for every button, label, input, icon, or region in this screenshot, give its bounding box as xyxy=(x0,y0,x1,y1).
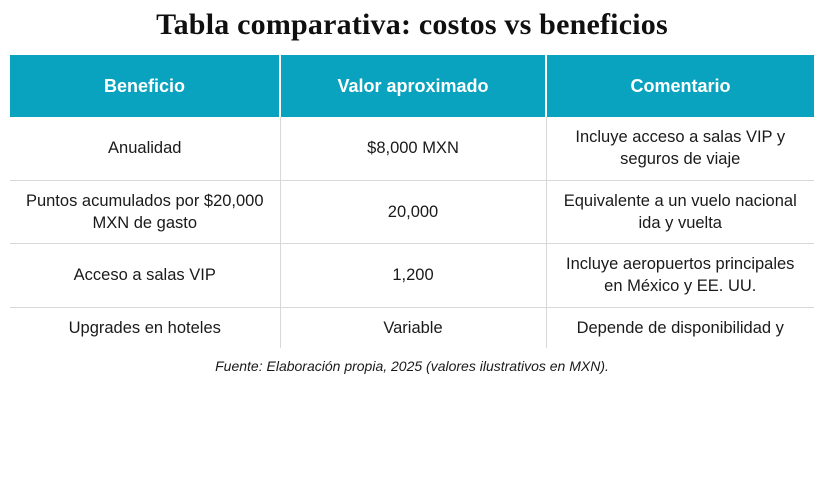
cell-benefit: Upgrades en hoteles xyxy=(68,318,221,337)
column-header-value: Valor aproximado xyxy=(280,55,546,117)
cell-value: Variable xyxy=(280,307,546,348)
table-body xyxy=(10,117,814,348)
comparison-table-container xyxy=(10,55,814,348)
page-title: Tabla comparativa: costos vs beneficios xyxy=(156,8,668,41)
cell-comment: Incluye acceso a salas VIP y seguros de viaje xyxy=(546,117,814,180)
cell-value: 20,000 xyxy=(280,180,546,244)
cell-comment: Equivalente a un vuelo nacional ida y vuelta xyxy=(546,180,814,244)
cell-benefit: Acceso a salas VIP xyxy=(10,244,280,308)
table-row xyxy=(10,307,814,348)
comparison-table xyxy=(10,55,814,348)
cell-benefit: Puntos acumulados por $20,000 MXN de gasto xyxy=(10,180,280,244)
cell-comment: Depende de disponibilidad y xyxy=(546,307,814,348)
table-row xyxy=(10,180,814,244)
column-header-benefit: Beneficio xyxy=(10,55,280,117)
source-note: Fuente: Elaboración propia, 2025 (valores ilustrativos en MXN). xyxy=(215,357,609,374)
table-header xyxy=(10,55,814,117)
cell-comment: Incluye aeropuertos principales en México y EE. UU. xyxy=(546,244,814,308)
table-row xyxy=(10,117,814,180)
table-header-row xyxy=(10,55,814,117)
cell-benefit: Anualidad xyxy=(10,117,280,180)
cell-value: $8,000 MXN xyxy=(280,117,546,180)
column-header-comment: Comentario xyxy=(546,55,814,117)
table-row xyxy=(10,244,814,308)
cell-value: 1,200 xyxy=(280,244,546,308)
